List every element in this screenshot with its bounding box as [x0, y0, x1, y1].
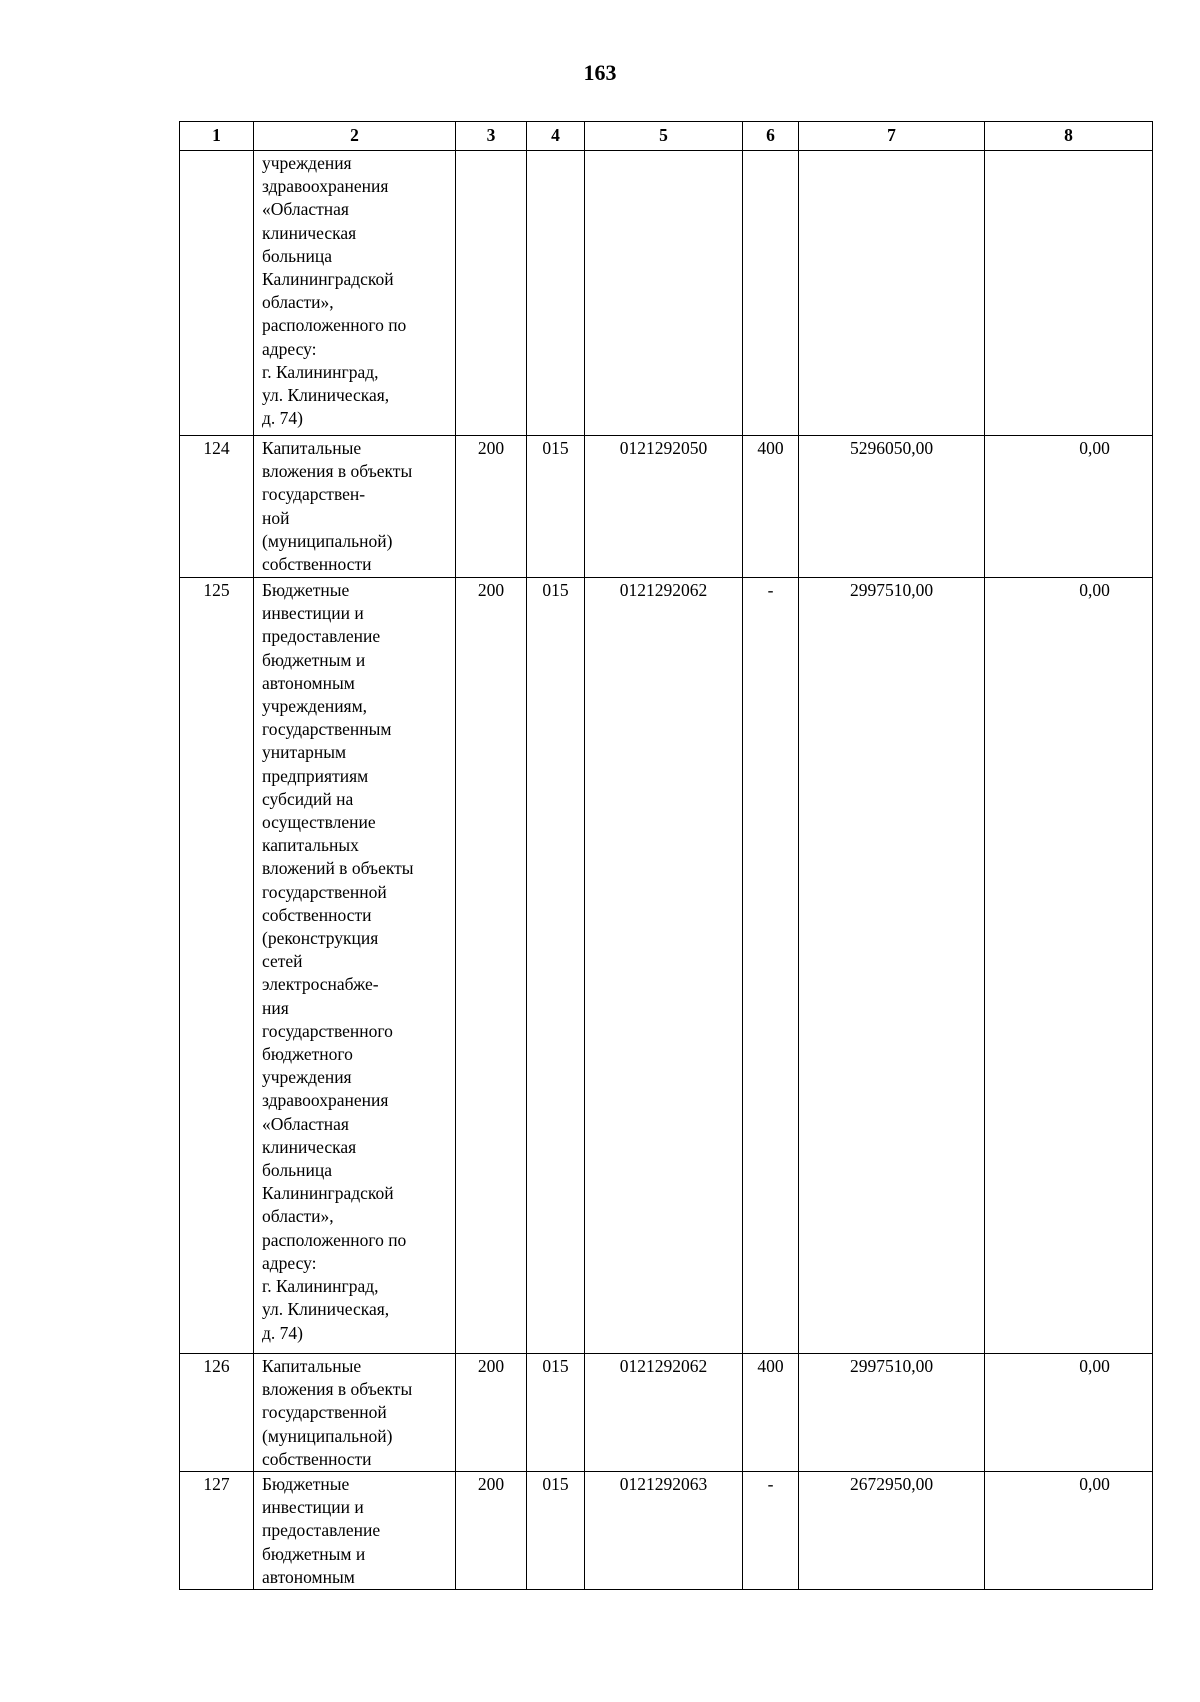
row-col6: -	[743, 578, 799, 1354]
row-col5: 0121292063	[585, 1472, 743, 1590]
row-col8: 0,00	[985, 578, 1153, 1354]
row-col7: 2997510,00	[799, 578, 985, 1354]
header-cell-8: 8	[985, 122, 1153, 151]
row-col7: 5296050,00	[799, 436, 985, 578]
row-number: 127	[180, 1472, 254, 1590]
row-number: 126	[180, 1354, 254, 1472]
table-row	[180, 1354, 1153, 1472]
header-cell-3: 3	[456, 122, 527, 151]
row-number: 125	[180, 578, 254, 1354]
header-cell-6: 6	[743, 122, 799, 151]
row-col6	[743, 151, 799, 436]
row-col4: 015	[527, 1354, 585, 1472]
row-col4: 015	[527, 1472, 585, 1590]
row-col5: 0121292050	[585, 436, 743, 578]
row-col3: 200	[456, 1472, 527, 1590]
table-row	[180, 436, 1153, 578]
row-col7: 2997510,00	[799, 1354, 985, 1472]
row-col7: 2672950,00	[799, 1472, 985, 1590]
row-col3: 200	[456, 436, 527, 578]
header-cell-2: 2	[254, 122, 456, 151]
row-col8: 0,00	[985, 436, 1153, 578]
row-col5	[585, 151, 743, 436]
page-number: 163	[583, 60, 617, 85]
row-col5: 0121292062	[585, 1354, 743, 1472]
row-col4	[527, 151, 585, 436]
row-col6: 400	[743, 1354, 799, 1472]
header-cell-4: 4	[527, 122, 585, 151]
row-col5: 0121292062	[585, 578, 743, 1354]
row-col8: 0,00	[985, 1354, 1153, 1472]
row-number	[180, 151, 254, 436]
header-cell-7: 7	[799, 122, 985, 151]
row-col3: 200	[456, 578, 527, 1354]
row-col6: -	[743, 1472, 799, 1590]
row-col4: 015	[527, 436, 585, 578]
row-description: Бюджетные инвестиции и предоставление бюджетным и автономным учреждениям, государственным унитарным предприятиям субсидий на осуществление капитальных вложений в объекты государственной собственности (реконструкция сетей электроснабже- ния государственного бюджетного учреждения здравоохранения «Областная клиническая больница Калининградской области», расположенного по адресу: г. Калининград, ул. Клиническая, д. 74)	[254, 578, 456, 1354]
table-row	[180, 578, 1153, 1354]
row-col8: 0,00	[985, 1472, 1153, 1590]
budget-table	[179, 121, 1153, 1590]
row-col4: 015	[527, 578, 585, 1354]
row-description: учреждения здравоохранения «Областная клиническая больница Калининградской области», расположенного по адресу: г. Калининград, ул. Клиническая, д. 74)	[254, 151, 456, 436]
row-col3: 200	[456, 1354, 527, 1472]
row-number: 124	[180, 436, 254, 578]
header-cell-5: 5	[585, 122, 743, 151]
header-cell-1: 1	[180, 122, 254, 151]
row-col6: 400	[743, 436, 799, 578]
row-description: Бюджетные инвестиции и предоставление бюджетным и автономным	[254, 1472, 456, 1590]
header-row	[180, 122, 1153, 151]
row-col8	[985, 151, 1153, 436]
table-row	[180, 151, 1153, 436]
row-description: Капитальные вложения в объекты государствен- ной (муниципальной) собственности	[254, 436, 456, 578]
row-col7	[799, 151, 985, 436]
row-description: Капитальные вложения в объекты государственной (муниципальной) собственности	[254, 1354, 456, 1472]
table-row	[180, 1472, 1153, 1590]
row-col3	[456, 151, 527, 436]
